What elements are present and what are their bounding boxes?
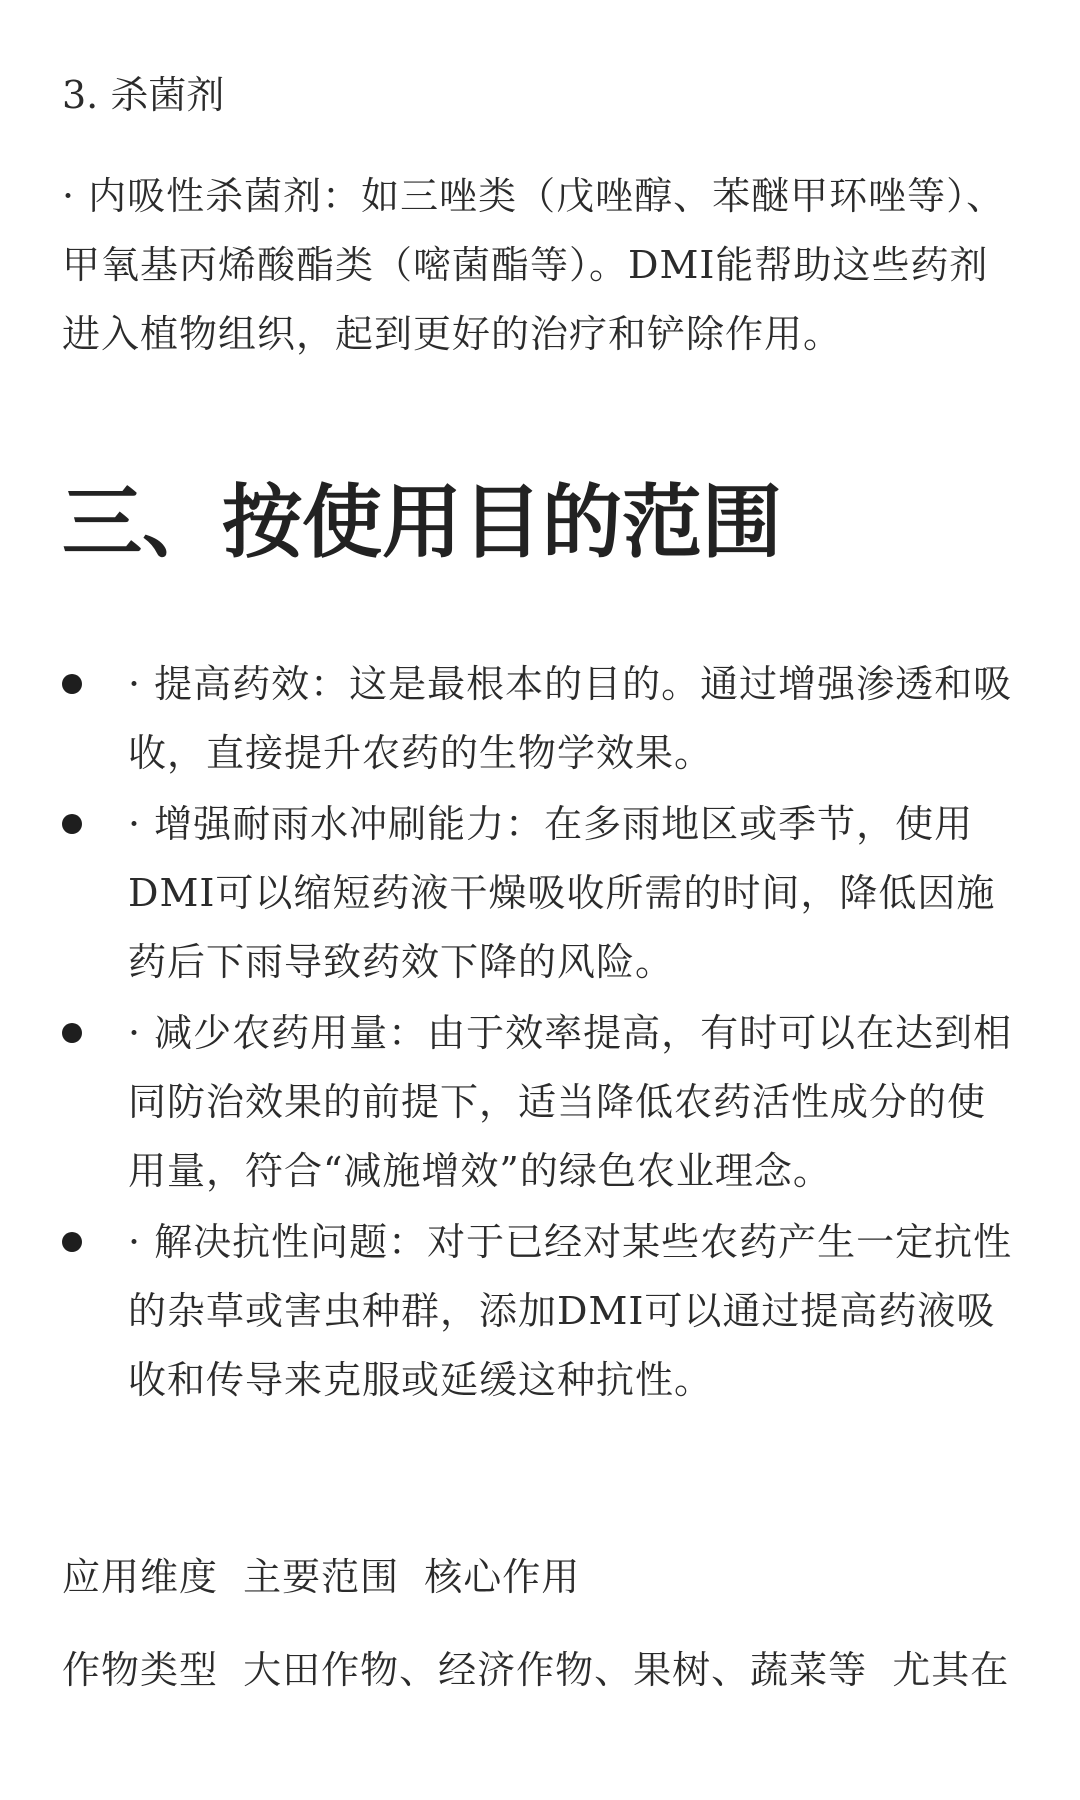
bullet-icon [62,1232,82,1252]
table-header-cell: 核心作用 [424,1555,581,1599]
purpose-list [62,650,1020,1417]
list-item-text: · 增强耐雨水冲刷能力：在多雨地区或季节，使用DMI可以缩短药液干燥吸收所需的时间，降低因施药后下雨导致药效下降的风险。 [128,802,996,984]
table-cell: 尤其在 [892,1648,1010,1692]
bullet-icon [62,674,82,694]
table-cell: 大田作物、经济作物、果树、蔬菜等 [243,1648,868,1692]
list-item [62,650,1020,788]
fungicide-paragraph: · 内吸性杀菌剂：如三唑类（戊唑醇、苯醚甲环唑等）、甲氧基丙烯酸酯类（嘧菌酯等）。DMI能帮助这些药剂进入植物组织，起到更好的治疗和铲除作用。 [62,174,1006,356]
list-item-text: · 提高药效：这是最根本的目的。通过增强渗透和吸收，直接提升农药的生物学效果。 [128,662,1013,775]
bullet-icon [62,1023,82,1043]
fungicide-heading: 3. 杀菌剂 [62,73,225,117]
list-item [62,790,1020,997]
table-row [62,1645,1009,1695]
table-header-cell: 主要范围 [243,1555,400,1599]
table-header-cell: 应用维度 [62,1555,219,1599]
table-header-row [62,1552,580,1602]
list-item [62,999,1020,1206]
section-title: 三、按使用目的范围 [62,475,782,569]
list-item-text: · 减少农药用量：由于效率提高，有时可以在达到相同防治效果的前提下，适当降低农药活性成分的使用量，符合“减施增效”的绿色农业理念。 [128,1011,1013,1193]
table-cell: 作物类型 [62,1648,219,1692]
list-item-text: · 解决抗性问题：对于已经对某些农药产生一定抗性的杂草或害虫种群，添加DMI可以通过提高药液吸收和传导来克服或延缓这种抗性。 [128,1220,1013,1402]
list-item [62,1208,1020,1415]
bullet-icon [62,814,82,834]
